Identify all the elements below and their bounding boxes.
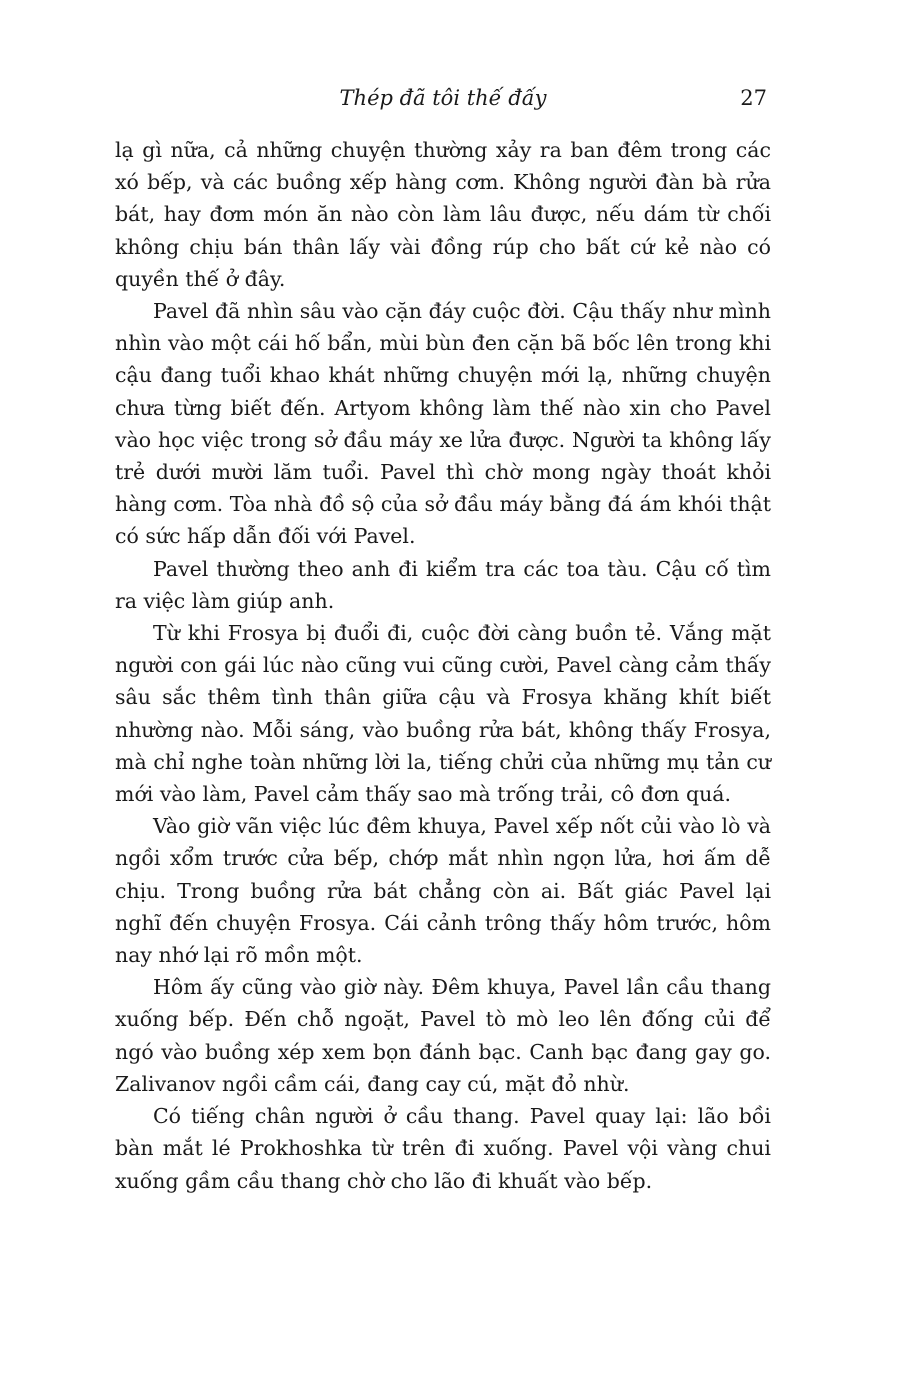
paragraph: Hôm ấy cũng vào giờ này. Đêm khuya, Pavel lần cầu thang xuống bếp. Đến chỗ ngoặt, Pavel tò mò leo lên đống củi để ngó vào buồng xép xem bọn đánh bạc. Canh bạc đang gay go. Zalivanov ngồi cầm cái, đang cay cú, mặt đỏ nhừ. xyxy=(115,975,771,1096)
paragraph: Từ khi Frosya bị đuổi đi, cuộc đời càng buồn tẻ. Vắng mặt người con gái lúc nào cũng vui cũng cười, Pavel càng cảm thấy sâu sắc thêm tình thân giữa cậu và Frosya khăng khít biết nhường nào. Mỗi sáng, vào buồng rửa bát, không thấy Frosya, mà chỉ nghe toàn những lời la, tiếng chửi của những mụ tản cư mới vào làm, Pavel cảm thấy sao mà trống trải, cô đơn quá. xyxy=(115,621,771,807)
paragraph-continued: lạ gì nữa, cả những chuyện thường xảy ra ban đêm trong các xó bếp, và các buồng xếp hàng cơm. Không người đàn bà rửa bát, hay đơm món ăn nào còn làm lâu được, nếu dám từ chối không chịu bán thân lấy vài đồng rúp cho bất cứ kẻ nào có quyền thế ở đây. xyxy=(115,138,771,291)
paragraph: Pavel thường theo anh đi kiểm tra các toa tàu. Cậu cố tìm ra việc làm giúp anh. xyxy=(115,556,771,613)
running-title: Thép đã tôi thế đấy xyxy=(339,86,547,110)
body-text xyxy=(115,134,771,1197)
running-header xyxy=(115,82,771,114)
paragraph: Vào giờ vãn việc lúc đêm khuya, Pavel xếp nốt củi vào lò và ngồi xổm trước cửa bếp, chớp mắt nhìn ngọn lửa, hơi ấm dễ chịu. Trong buồng rửa bát chẳng còn ai. Bất giác Pavel lại nghĩ đến chuyện Frosya. Cái cảnh trông thấy hôm trước, hôm nay nhớ lại rõ mồn một. xyxy=(115,814,771,968)
page-number: 27 xyxy=(740,86,767,110)
paragraph: Pavel đã nhìn sâu vào cặn đáy cuộc đời. Cậu thấy như mình nhìn vào một cái hố bẩn, mùi bùn đen cặn bã bốc lên trong khi cậu đang tuổi khao khát những chuyện mới lạ, những chuyện chưa từng biết đến. Artyom không làm thế nào xin cho Pavel vào học việc trong sở đầu máy xe lửa được. Người ta không lấy trẻ dưới mười lăm tuổi. Pavel thì chờ mong ngày thoát khỏi hàng cơm. Tòa nhà đồ sộ của sở đầu máy bằng đá ám khói thật có sức hấp dẫn đối với Pavel. xyxy=(115,299,771,549)
paragraph: Có tiếng chân người ở cầu thang. Pavel quay lại: lão bồi bàn mắt lé Prokhoshka từ trên đi xuống. Pavel vội vàng chui xuống gầm cầu thang chờ cho lão đi khuất vào bếp. xyxy=(115,1104,771,1193)
